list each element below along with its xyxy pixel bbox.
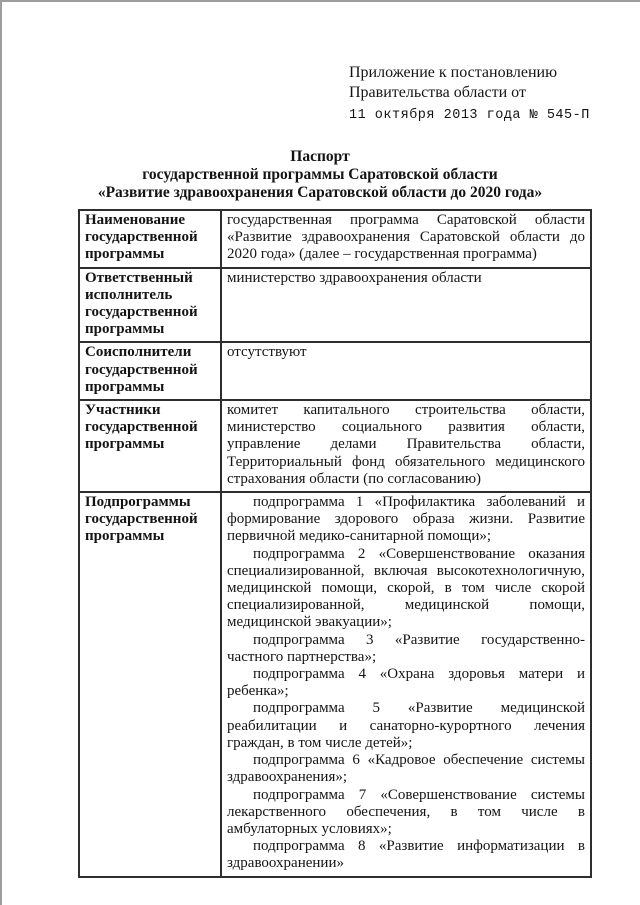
table-row [79, 492, 591, 876]
row-value-subprograms [221, 492, 591, 876]
value-paragraph: отсутствуют [227, 344, 307, 361]
table-row [79, 268, 591, 343]
value-paragraph: комитет капитального строительства области, министерство социального развития области, управление делами Правительства области, Территориальный фонд обязательного медицинского страхования области (по согласованию) [227, 402, 585, 487]
annex-note-line-3: 11 октября 2013 года № 545-П [349, 108, 590, 123]
value-paragraph: министерство здравоохранения области [227, 269, 482, 286]
page-title [0, 148, 640, 202]
page-title-line-1: Паспорт [290, 148, 350, 165]
annex-note-line-1: Приложение к постановлению [349, 64, 558, 81]
subprogram-paragraph-4: подпрограмма 4 «Охрана здоровья матери и ребенка»; [227, 666, 585, 700]
passport-table [78, 209, 592, 878]
row-label-participants: Участники государственной программы [79, 400, 221, 492]
table-row [79, 400, 591, 492]
row-value-responsible-executor [221, 268, 591, 343]
value-paragraph: государственная программа Саратовской области «Развитие здравоохранения Саратовской области до 2020 года» (далее – государственная программа) [227, 212, 585, 263]
page-title-line-2: государственной программы Саратовской области [142, 166, 498, 183]
table-row [79, 342, 591, 400]
subprogram-paragraph-5: подпрограмма 5 «Развитие медицинской реабилитации и санаторно-курортного лечения граждан, в том числе детей»; [227, 700, 585, 751]
subprogram-paragraph-2: подпрограмма 2 «Совершенствование оказания специализированной, включая высокотехнологичную, медицинской помощи, скорой, в том числе скорой специализированной, медицинской помощи, медицинской эвакуации»; [227, 545, 585, 631]
page-title-line-3: «Развитие здравоохранения Саратовской области до 2020 года» [97, 184, 543, 201]
subprogram-paragraph-7: подпрограмма 7 «Совершенствование системы лекарственного обеспечения, в том числе в амбулаторных условиях»; [227, 786, 585, 837]
row-label-program-name: Наименование государственной программы [79, 210, 221, 268]
annex-note [349, 63, 590, 126]
row-label-responsible-executor: Ответственный исполнитель государственной программы [79, 268, 221, 343]
annex-note-line-2: Правительства области от [349, 83, 526, 101]
subprogram-paragraph-3: подпрограмма 3 «Развитие государственно-частного партнерства»; [227, 631, 585, 665]
subprogram-paragraph-6: подпрограмма 6 «Кадровое обеспечение системы здравоохранения»; [227, 752, 585, 786]
subprogram-paragraph-8: подпрограмма 8 «Развитие информатизации в здравоохранении» [227, 838, 585, 872]
row-label-subprograms: Подпрограммы государственной программы [79, 492, 221, 876]
table-row [79, 210, 591, 268]
row-value-program-name [221, 210, 591, 268]
subprogram-paragraph-1: подпрограмма 1 «Профилактика заболеваний и формирование здорового образа жизни. Развитие первичной медико-санитарной помощи»; [227, 494, 585, 545]
row-value-participants [221, 400, 591, 492]
row-label-co-executors: Соисполнители государственной программы [79, 342, 221, 400]
row-value-co-executors [221, 342, 591, 400]
